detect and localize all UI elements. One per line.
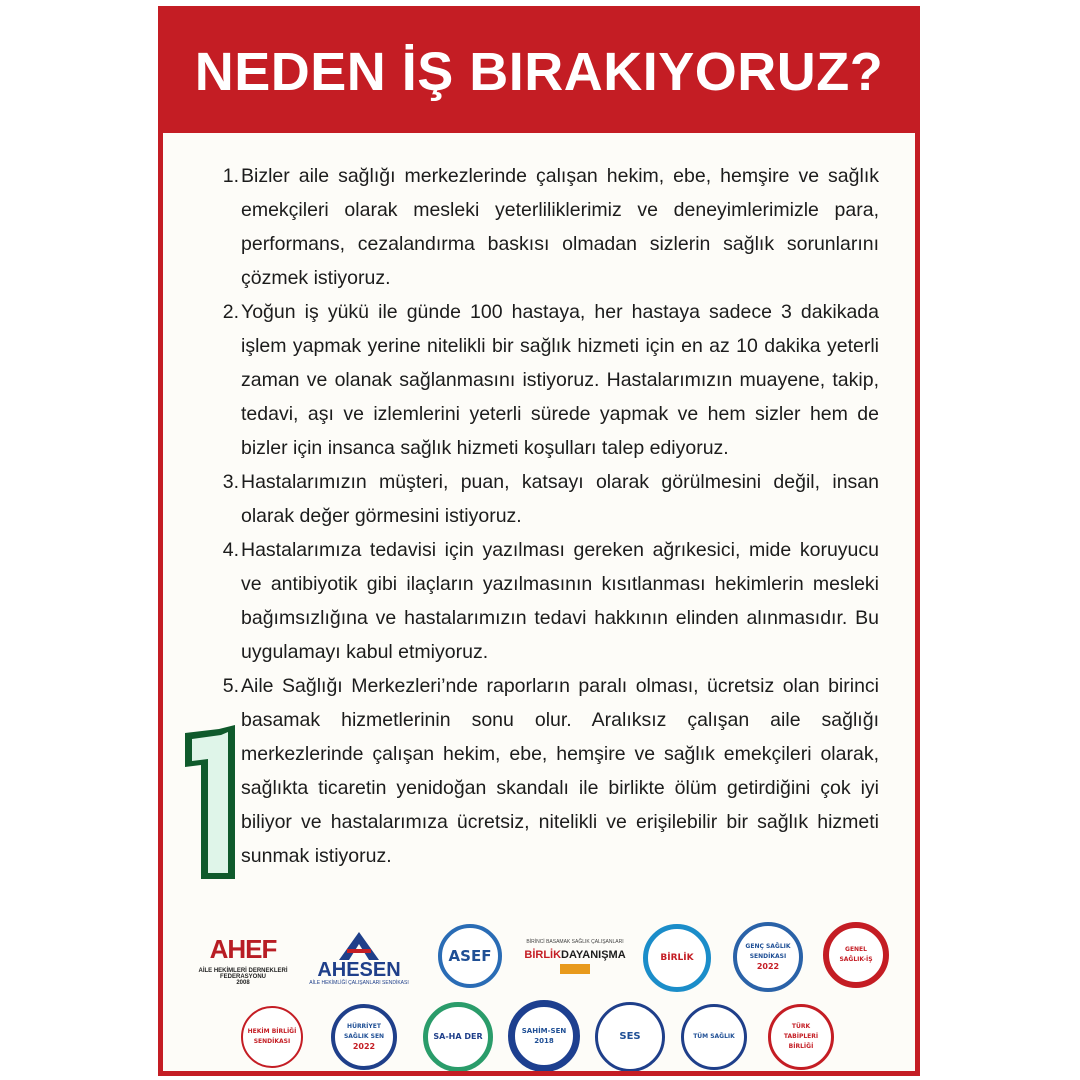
ses-text: SES [619, 1031, 641, 1042]
tsbh-logo [681, 1004, 747, 1070]
union-logos [163, 906, 915, 1076]
hurriyet-saglik-logo [331, 1004, 397, 1070]
demand-number: 3. [222, 471, 239, 493]
birlik-seal-text: BİRLİK [660, 953, 694, 963]
hekim-birligi-text: HEKİM BİRLİĞİ SENDİKASI [247, 1028, 297, 1045]
demand-text: Hastalarımızın müşteri, puan, katsayı olarak görülmesini değil, insan olarak değer görmesini istiyoruz. [241, 471, 879, 527]
demand-item [215, 465, 879, 533]
genc-saglik-year: 2022 [756, 962, 780, 971]
ttb-logo [768, 1004, 834, 1070]
birlik-wordmark [524, 949, 625, 961]
header-banner [163, 11, 915, 133]
ahef-year: 2008 [236, 980, 250, 986]
birlik-dayanisma-logo [525, 928, 625, 984]
demand-text: Aile Sağlığı Merkezleri’nde raporların paralı olması, ücretsiz olan birinci basamak hizmetlerinin sonu olur. Aralıksız çalışan aile sağlığı merkezlerinde çalışan hekim, ebe, hemşire ve sağlık emekçileri olarak, sağlıkta ticaretin yenidoğan skandalı ile birlikte ölüm getirdiğini çok iyi biliyor ve hastalarımıza ücretsiz, nitelikli ve erişilebilir bir sağlık hizmeti sunmak istiyoruz. [241, 675, 879, 867]
hekim-birligi-logo [241, 1006, 303, 1068]
demand-item [215, 295, 879, 465]
asef-wordmark: ASEF [448, 947, 492, 965]
ahef-wordmark: AHEF [209, 934, 277, 964]
sahader-logo [423, 1002, 493, 1072]
number-one-badge [181, 723, 239, 881]
genc-saglik-logo [733, 922, 803, 992]
ahef-logo [193, 926, 293, 996]
genc-saglik-text: GENÇ SAĞLIK SENDİKASI [745, 943, 791, 960]
ahef-caption-2: FEDERASYONU [219, 974, 266, 980]
hurriyet-year: 2022 [352, 1042, 376, 1051]
ttb-text: TÜRK TABİPLERİ BİRLİĞİ [783, 1023, 819, 1050]
demand-text: Bizler aile sağlığı merkezlerinde çalışan hekim, ebe, hemşire ve sağlık emekçileri olarak mesleki yeterliliklerimiz ve deneyimlerimizle para, performans, cezalandırma baskısı olmadan sizlerin sağlık sorunlarını çözmek istiyoruz. [241, 165, 879, 289]
ahesen-mark-icon [339, 932, 379, 960]
poster [158, 6, 920, 1076]
sahader-text: SA-HA DER [433, 1032, 483, 1041]
sahim-sen-year: 2018 [534, 1037, 554, 1045]
genel-saglik-logo [823, 922, 889, 988]
demand-number: 1. [222, 165, 239, 187]
ahesen-caption: AİLE HEKİMLİĞİ ÇALIŞANLARI SENDİKASI [309, 980, 409, 986]
demand-text: Yoğun iş yükü ile günde 100 hastaya, her hastaya sadece 3 dakikada işlem yapmak yerine nitelikli bir sağlık hizmeti için en az 10 dakika yeterli zaman ve olanak sağlanmasını istiyoruz. Hastalarımızın muayene, takip, tedavi, aşı ve izlemlerini yeterli sürede yapmak ve hem sizler hem de bizler için insanca sağlık hizmeti koşulları talep ediyoruz. [241, 301, 879, 459]
birlik-word: BİRLİK [524, 948, 562, 961]
demand-number: 2. [222, 301, 239, 323]
ahesen-logo [303, 926, 415, 992]
demand-number: 5. [222, 675, 239, 697]
ses-logo [595, 1002, 665, 1072]
demands-list [215, 159, 879, 873]
demand-item [215, 533, 879, 669]
dayanisma-word: DAYANIŞMA [561, 948, 626, 961]
demand-number: 4. [222, 539, 239, 561]
ahef-caption: AİLE HEKİMLERİ DERNEKLERİ [198, 968, 288, 974]
page-title: NEDEN İŞ BIRAKIYORUZ? [194, 42, 884, 102]
ahesen-wordmark: AHESEN [317, 959, 401, 981]
genel-saglik-text: GENEL SAĞLIK-İŞ [839, 946, 873, 963]
birlik-caption: BİRİNCİ BASAMAK SAĞLIK ÇALIŞANLARI [526, 938, 624, 945]
sahim-sen-text: SAHİM-SEN [521, 1027, 567, 1035]
demand-item [215, 669, 879, 873]
asef-logo [438, 924, 502, 988]
sahim-sen-logo [508, 1000, 580, 1072]
demand-item [215, 159, 879, 295]
demand-text: Hastalarımıza tedavisi için yazılması gereken ağrıkesici, mide koruyucu ve antibiyotik gibi ilaçların yazılmasının kısıtlanması hekimlerin mesleki bağımsızlığına ve hastalarımızın tedavi hakkının elinden alınmasıdır. Bu uygulamayı kabul etmiyoruz. [241, 539, 879, 663]
birlik-seal-logo [643, 924, 711, 992]
birlik-shape-icon [560, 964, 590, 974]
tsbh-text: TÜM SAĞLIK [693, 1033, 735, 1040]
hurriyet-text: HÜRRİYET SAĞLIK SEN [343, 1023, 385, 1040]
